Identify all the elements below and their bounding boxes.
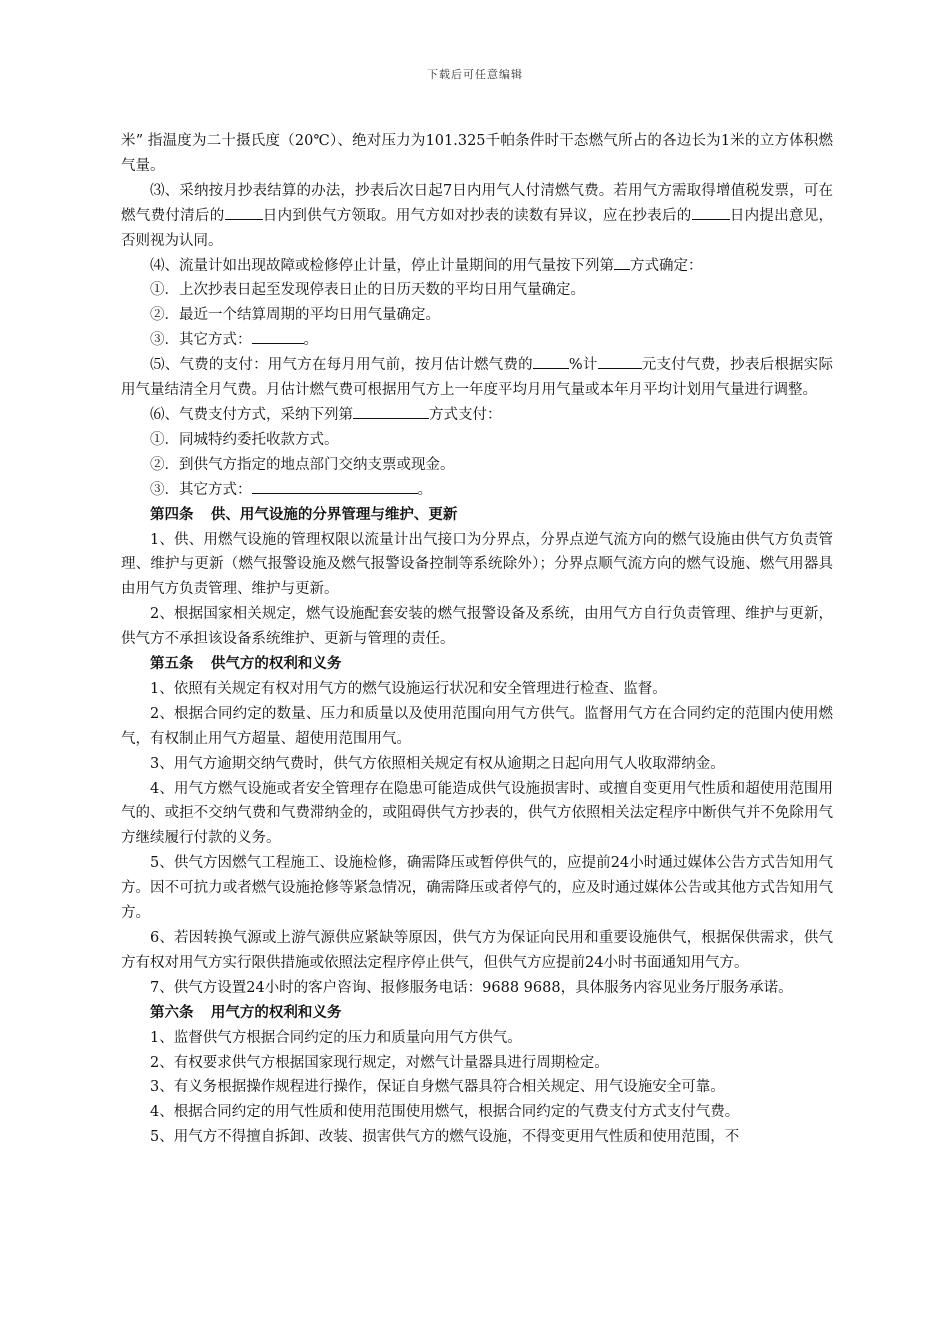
paragraph: 2、根据国家相关规定，燃气设施配套安装的燃气报警设备及系统，由用气方自行负责管理、维护与更新，供气方不承担该设备系统维护、更新与管理的责任。 [121, 606, 833, 648]
fill-in-blank [533, 354, 569, 369]
paragraph [121, 403, 833, 428]
paragraph: 5、用气方不得擅自拆卸、改装、损害供气方的燃气设施，不得变更用气性质和使用范围，不 [150, 1129, 740, 1146]
paragraph: 米” 指温度为二十摄氏度（20℃）、绝对压力为101.325千帕条件时干态燃气所占的各边长为1米的立方体积燃气量。 [121, 133, 833, 174]
document-body [121, 129, 833, 1150]
paragraph: 4、根据合同约定的用气性质和使用范围使用燃气，根据合同约定的气费支付方式支付气费。 [150, 1104, 740, 1121]
paragraph-text: 元支付气费，抄表后根据实际用气量结清全月气费。月估计燃气费可根据用气方上一年度平均月用气量或本年月平均计划用气量进行调整。 [121, 357, 834, 399]
paragraph [121, 179, 833, 254]
list-item: ②．最近一个结算周期的平均日用气量确定。 [150, 307, 440, 324]
paragraph: 3、有义务根据操作规程进行操作，保证自身燃气器具符合相关规定、用气设施安全可靠。 [150, 1079, 725, 1096]
paragraph: 3、用气方逾期交纳气费时，供气方依照相关规定有权从逾期之日起向用气人收取滞纳金。 [150, 755, 725, 772]
list-item [121, 478, 833, 503]
paragraph-text: 日内提出意见，否则视为认同。 [121, 207, 834, 249]
paragraph: 7、供气方设置24小时的客户咨询、报修服务电话：9688 9688，具体服务内容见业务厅服务承诺。 [150, 979, 793, 996]
section-title: 供、用气设施的分界管理与维护、更新 [210, 506, 458, 523]
paragraph-text: %计 [568, 357, 598, 374]
fill-in-blank [598, 354, 642, 369]
section-number: 第六条 [150, 1004, 194, 1021]
paragraph-text: ③．其它方式： [150, 332, 252, 349]
paragraph: 2、根据合同约定的数量、压力和质量以及使用范围向用气方供气。监督用气方在合同约定的范围内使用燃气，有权制止用气方超量、超使用范围用气。 [121, 705, 833, 747]
fill-in-blank [692, 205, 730, 220]
paragraph: 5、供气方因燃气工程施工、设施检修，确需降压或暂停供气的，应提前24小时通过媒体公告方式告知用气方。因不可抗力或者燃气设施抢修等紧急情况，确需降压或者停气的，应及时通过媒体公告或其他方式告知用气方。 [121, 855, 833, 922]
paragraph: 4、用气方燃气设施或者安全管理存在隐患可能造成供气设施损害时、或擅自变更用气性质和超使用范围用气的、或拒不交纳气费和气费滞纳金的，或阻碍供气方抄表的，供气方依照相关法定程序中断供气并不免除用气方继续履行付款的义务。 [121, 780, 833, 847]
paragraph [121, 353, 833, 403]
paragraph-text: 方式支付： [429, 406, 502, 423]
fill-in-blank [353, 404, 429, 419]
list-item: ②．到供气方指定的地点部门交纳支票或现金。 [150, 456, 455, 473]
list-item [121, 328, 833, 353]
page-header: 下载后可任意编辑 [427, 68, 523, 81]
paragraph-text: ⑹、气费支付方式，采纳下列第 [150, 406, 353, 423]
paragraph-text: 。 [417, 481, 432, 498]
paragraph-text: 方式确定： [630, 257, 703, 274]
section-heading [121, 503, 833, 528]
section-number: 第五条 [150, 656, 194, 673]
section-title: 用气方的权利和义务 [210, 1004, 342, 1021]
paragraph-text: ⑸、气费的支付：用气方在每月用气前，按月估计燃气费的 [150, 357, 533, 374]
fill-in-blank [614, 255, 630, 270]
paragraph: 1、依照有关规定有权对用气方的燃气设施运行状况和安全管理进行检查、监督。 [150, 680, 667, 697]
list-item: ①．上次抄表日起至发现停表日止的日历天数的平均日用气量确定。 [150, 282, 585, 299]
paragraph-text: 。 [303, 332, 318, 349]
paragraph: 1、监督供气方根据合同约定的压力和质量向用气方供气。 [150, 1029, 522, 1046]
list-item: ①．同城特约委托收款方式。 [150, 431, 339, 448]
paragraph: 2、有权要求供气方根据国家现行规定，对燃气计量器具进行周期检定。 [150, 1054, 609, 1071]
paragraph: 1、供、用燃气设施的管理权限以流量计出气接口为分界点，分界点逆气流方向的燃气设施由供气方负责管理、维护与更新（燃气报警设施及燃气报警设备控制等系统除外）；分界点顺气流方向的燃气设施、燃气用器具由用气方负责管理、维护与更新。 [121, 531, 833, 598]
section-number: 第四条 [150, 506, 194, 523]
fill-in-blank [252, 329, 304, 344]
paragraph-text: ③．其它方式： [150, 481, 252, 498]
fill-in-blank [252, 479, 418, 494]
paragraph-text: 日内到供气方领取。用气方如对抄表的读数有异议，应在抄表后的 [262, 207, 692, 224]
section-heading [121, 652, 833, 677]
paragraph-text: ⑶、采纳按月抄表结算的办法，抄表后次日起7日内用气人付清燃气费。若用气方需取得增值税发票，可在燃气费付清后的 [121, 182, 833, 224]
section-heading [121, 1001, 833, 1026]
paragraph [121, 254, 833, 279]
section-title: 供气方的权利和义务 [210, 656, 342, 673]
paragraph-text: ⑷、流量计如出现故障或检修停止计量，停止计量期间的用气量按下列第 [150, 257, 614, 274]
paragraph: 6、若因转换气源或上游气源供应紧缺等原因，供气方为保证向民用和重要设施供气，根据保供需求，供气方有权对用气方实行限供措施或依照法定程序停止供气，但供气方应提前24小时书面通知用气方。 [121, 930, 833, 971]
fill-in-blank [225, 205, 263, 220]
